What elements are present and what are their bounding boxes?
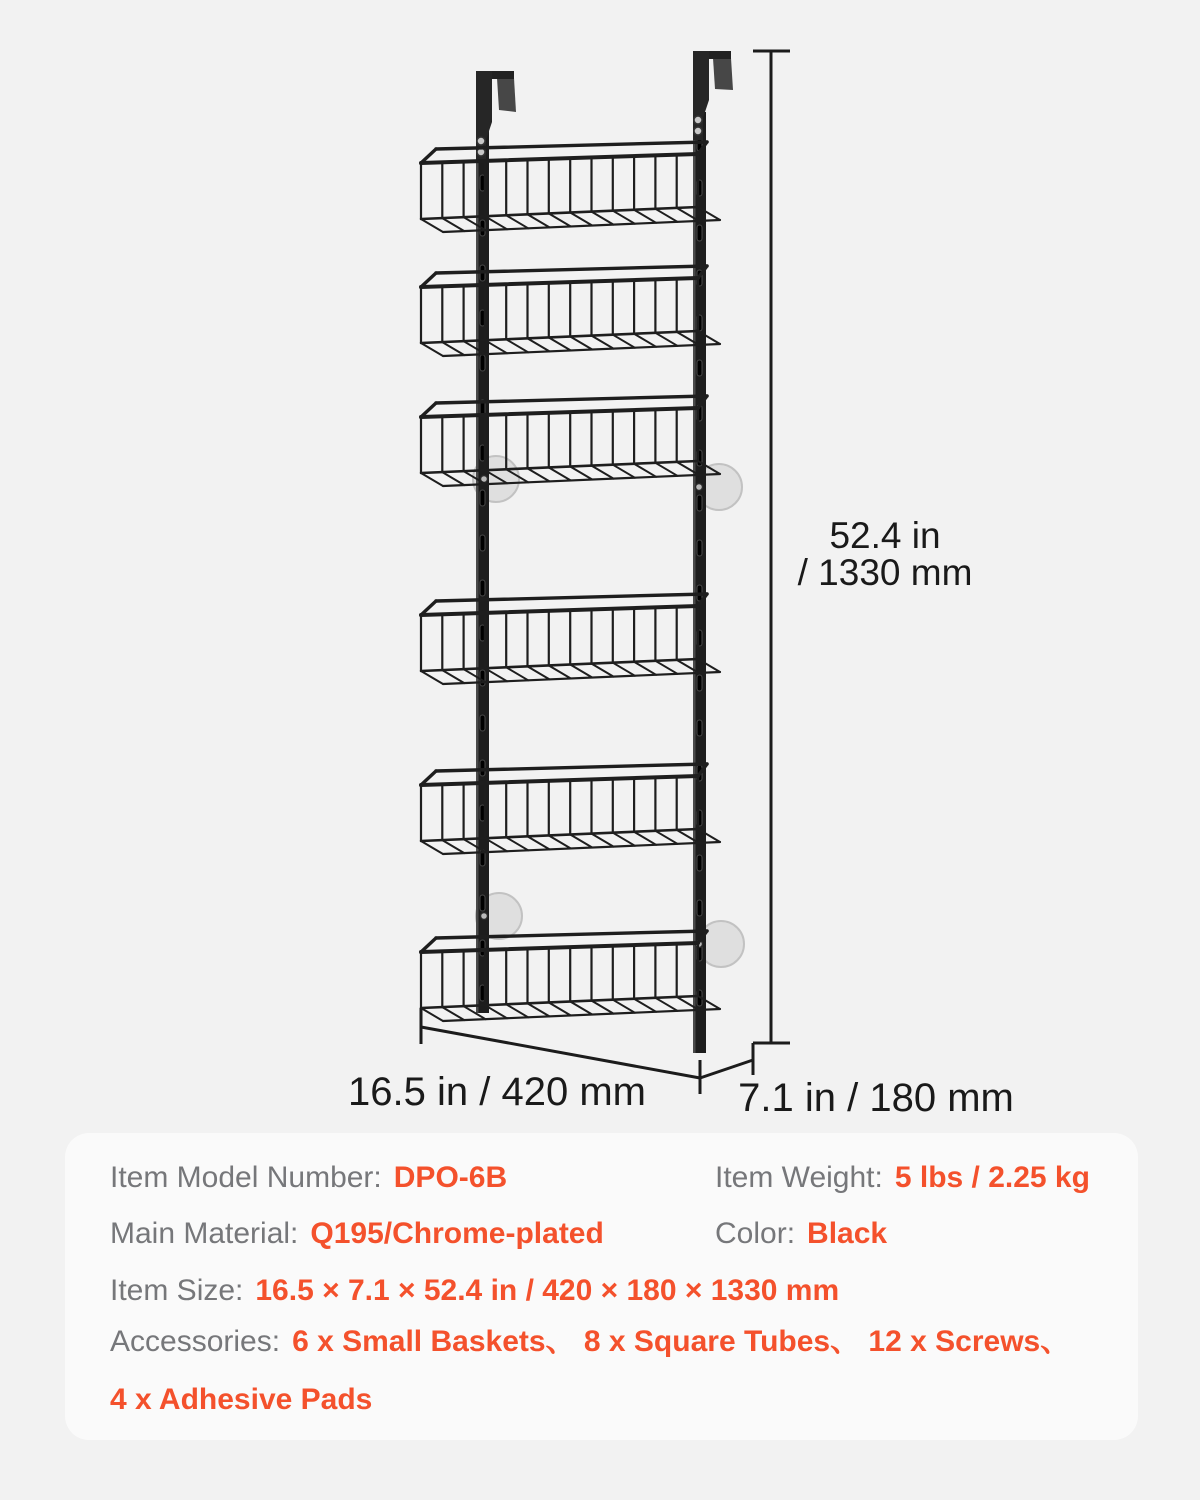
height-dimension-line xyxy=(753,51,790,1043)
spec-row-accessories xyxy=(110,1324,1108,1360)
height-dimension-label xyxy=(798,517,973,591)
weight-value: 5 lbs / 2.25 kg xyxy=(894,1161,1090,1194)
color-label: Color: xyxy=(715,1217,796,1250)
accessories-value-line2: 4 x Adhesive Pads xyxy=(110,1383,373,1416)
depth-dimension-label: 7.1 in / 180 mm xyxy=(738,1076,1014,1120)
depth-dimension-line xyxy=(700,1043,753,1078)
right-over-door-hook xyxy=(693,51,733,140)
height-value-mm: / 1330 mm xyxy=(797,552,973,593)
wire-basket xyxy=(421,764,720,854)
left-rail xyxy=(476,128,489,1013)
width-dimension-label: 16.5 in / 420 mm xyxy=(348,1070,646,1114)
height-value-in: 52.4 in xyxy=(829,515,941,556)
weight-label: Item Weight: xyxy=(715,1161,883,1194)
size-label: Item Size: xyxy=(110,1274,244,1307)
wire-basket xyxy=(421,266,720,356)
wire-baskets xyxy=(421,142,720,1021)
model-label: Item Model Number: xyxy=(110,1161,382,1194)
spec-row-size xyxy=(110,1273,1108,1309)
suction-cup-screws xyxy=(481,476,703,948)
spec-panel xyxy=(65,1133,1138,1440)
model-value: DPO-6B xyxy=(393,1161,508,1194)
wire-basket xyxy=(421,931,720,1021)
material-value: Q195/Chrome-plated xyxy=(310,1217,604,1250)
wire-basket xyxy=(421,396,720,486)
accessories-value: 6 x Small Baskets、 8 x Square Tubes、 12 x Screws、 xyxy=(292,1325,1071,1358)
spec-row-material-color xyxy=(110,1216,1108,1252)
size-value: 16.5 × 7.1 × 52.4 in / 420 × 180 × 1330 mm xyxy=(255,1274,840,1307)
wire-basket xyxy=(421,142,720,232)
material-label: Main Material: xyxy=(110,1217,299,1250)
accessories-label: Accessories: xyxy=(110,1325,281,1358)
color-value: Black xyxy=(807,1217,888,1250)
spec-row-model-weight xyxy=(110,1160,1108,1196)
wire-basket xyxy=(421,594,720,684)
spec-row-accessories-continued xyxy=(110,1382,1108,1418)
